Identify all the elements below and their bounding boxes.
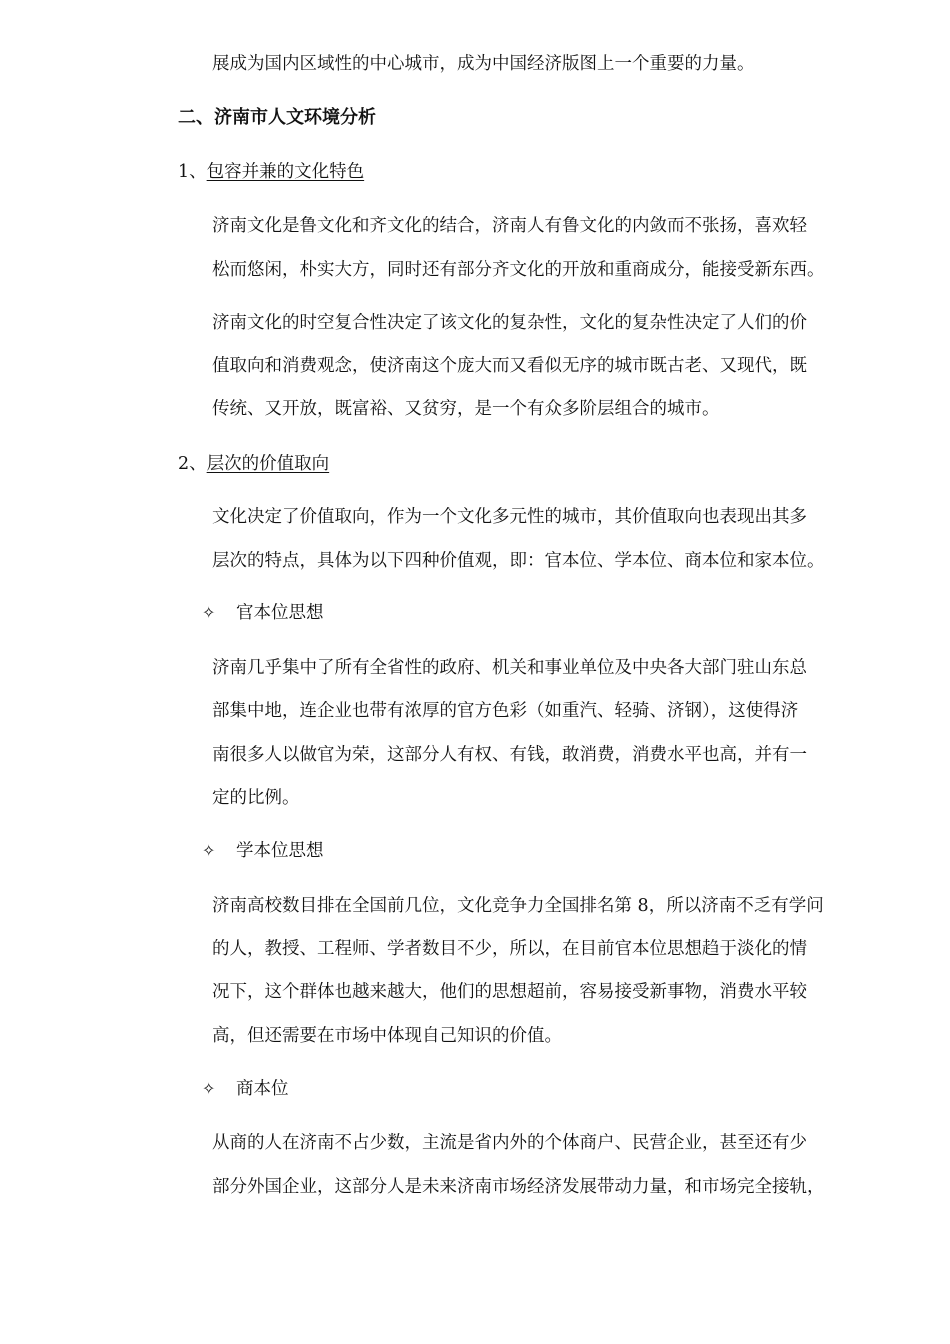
- intro-line: 展成为国内区域性的中心城市，成为中国经济版图上一个重要的力量。: [212, 54, 755, 74]
- bullet-title: 商本位: [236, 1079, 289, 1099]
- sparkle-bullet-icon: ✧: [202, 603, 216, 622]
- subsection-2-title: 层次的价值取向: [206, 454, 330, 474]
- sparkle-bullet-icon: ✧: [202, 1079, 216, 1098]
- subsection-2-number: 2、: [178, 454, 207, 474]
- bullet-heading-shang: [202, 1077, 289, 1101]
- subsection-1-heading: [178, 160, 364, 184]
- paragraph-line: 定的比例。: [212, 788, 300, 808]
- paragraph-line: 济南高校数目排在全国前几位，文化竞争力全国排名第 8，所以济南不乏有学问: [212, 896, 824, 916]
- subsection-1-number: 1、: [178, 162, 207, 182]
- bullet-heading-xue: [202, 839, 324, 863]
- sparkle-bullet-icon: ✧: [202, 841, 216, 860]
- paragraph-line: 部分外国企业，这部分人是未来济南市场经济发展带动力量，和市场完全接轨，: [212, 1177, 825, 1197]
- paragraph-line: 部集中地，连企业也带有浓厚的官方色彩（如重汽、轻骑、济钢），这使得济: [212, 701, 799, 721]
- bullet-heading-guan: [202, 601, 324, 625]
- paragraph-line: 高，但还需要在市场中体现自己知识的价值。: [212, 1026, 562, 1046]
- paragraph-line: 况下，这个群体也越来越大，他们的思想超前，容易接受新事物，消费水平较: [212, 982, 807, 1002]
- bullet-title: 官本位思想: [236, 603, 324, 623]
- paragraph-line: 南很多人以做官为荣，这部分人有权、有钱，敢消费，消费水平也高，并有一: [212, 745, 807, 765]
- paragraph-line: 济南文化的时空复合性决定了该文化的复杂性，文化的复杂性决定了人们的价: [212, 313, 807, 333]
- paragraph-line: 济南几乎集中了所有全省性的政府、机关和事业单位及中央各大部门驻山东总: [212, 658, 807, 678]
- paragraph-line: 值取向和消费观念，使济南这个庞大而又看似无序的城市既古老、又现代，既: [212, 356, 807, 376]
- bullet-title: 学本位思想: [236, 841, 324, 861]
- section-title: 二、济南市人文环境分析: [178, 107, 376, 128]
- paragraph-line: 松而悠闲，朴实大方，同时还有部分齐文化的开放和重商成分，能接受新东西。: [212, 260, 825, 280]
- subsection-2-heading: [178, 452, 329, 476]
- paragraph-line: 层次的特点，具体为以下四种价值观，即：官本位、学本位、商本位和家本位。: [212, 551, 825, 571]
- paragraph-line: 文化决定了价值取向，作为一个文化多元性的城市，其价值取向也表现出其多: [212, 507, 807, 527]
- paragraph-line: 的人，教授、工程师、学者数目不少，所以，在目前官本位思想趋于淡化的情: [212, 939, 807, 959]
- paragraph-line: 从商的人在济南不占少数，主流是省内外的个体商户、民营企业，甚至还有少: [212, 1133, 807, 1153]
- paragraph-line: 济南文化是鲁文化和齐文化的结合，济南人有鲁文化的内敛而不张扬，喜欢轻: [212, 216, 807, 236]
- subsection-1-title: 包容并兼的文化特色: [206, 162, 365, 182]
- paragraph-line: 传统、又开放，既富裕、又贫穷，是一个有众多阶层组合的城市。: [212, 399, 720, 419]
